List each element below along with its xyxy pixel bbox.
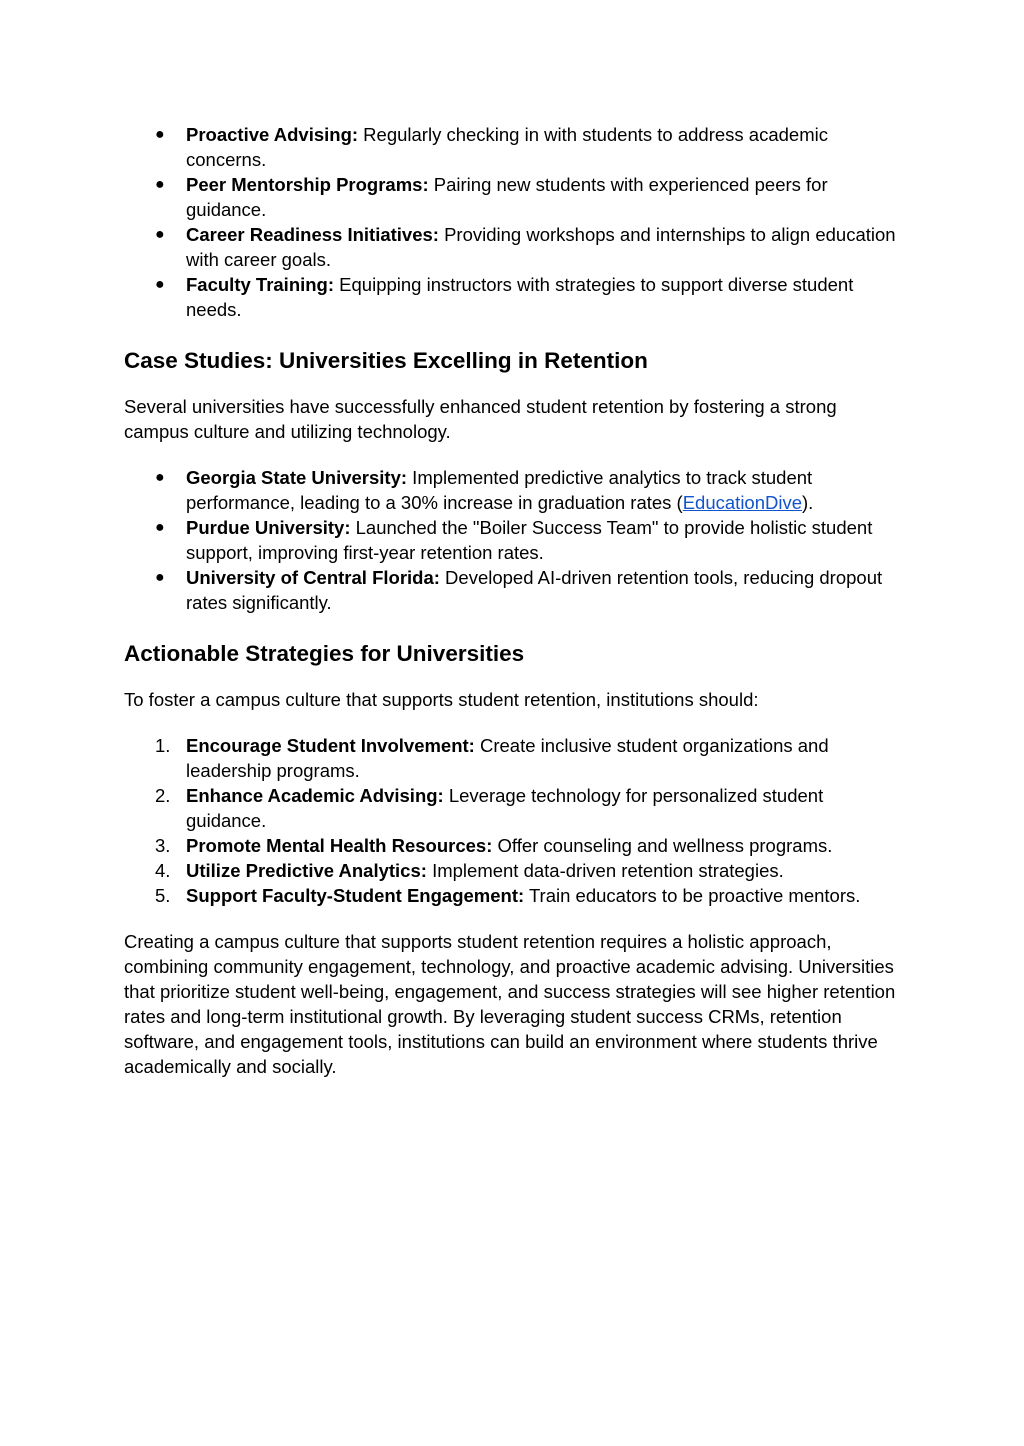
bullet-icon: ● xyxy=(155,126,165,143)
bullet-icon: ● xyxy=(155,519,165,536)
bullet-icon: ● xyxy=(155,176,165,193)
list-item-term: Support Faculty-Student Engagement: xyxy=(186,885,525,906)
case-studies-intro: Several universities have successfully enhanced student retention by fostering a strong campus culture and utilizing technology. xyxy=(124,396,837,442)
educationdive-link[interactable]: EducationDive xyxy=(682,492,803,513)
list-item-text: Implemented predictive analytics to track student performance, leading to a 30% increase in graduation rates ( xyxy=(186,467,813,513)
list-item-term: Peer Mentorship Programs: xyxy=(186,174,429,195)
list-item xyxy=(124,858,904,883)
list-item-term: Career Readiness Initiatives: xyxy=(186,224,439,245)
bullet-icon: ● xyxy=(155,276,165,293)
list-item-text: Pairing new students with experienced peers for guidance. xyxy=(186,174,828,220)
list-item-term: Faculty Training: xyxy=(186,274,335,295)
list-item-term: Georgia State University: xyxy=(186,467,408,488)
list-item-text: Launched the "Boiler Success Team" to provide holistic student support, improving first-year retention rates. xyxy=(186,517,873,563)
list-item-term: Proactive Advising: xyxy=(186,124,359,145)
list-item-term: University of Central Florida: xyxy=(186,567,440,588)
list-item xyxy=(124,172,904,222)
list-item-term: Enhance Academic Advising: xyxy=(186,785,444,806)
list-item-term: Utilize Predictive Analytics: xyxy=(186,860,427,881)
strategies-list xyxy=(124,733,904,908)
list-item xyxy=(124,465,904,515)
list-item xyxy=(124,833,904,858)
support-services-list xyxy=(124,122,904,322)
list-number: 1. xyxy=(155,735,171,756)
list-number: 3. xyxy=(155,835,171,856)
strategies-intro: To foster a campus culture that supports student retention, institutions should: xyxy=(124,689,759,710)
list-item-text: Developed AI-driven retention tools, reducing dropout rates significantly. xyxy=(186,567,883,613)
bullet-icon: ● xyxy=(155,569,165,586)
list-item-text-end: ). xyxy=(802,492,814,513)
list-number: 4. xyxy=(155,860,171,881)
list-item-text: Offer counseling and wellness programs. xyxy=(492,835,833,856)
list-item-term: Promote Mental Health Resources: xyxy=(186,835,493,856)
bullet-icon: ● xyxy=(155,469,165,486)
list-item-text: Regularly checking in with students to address academic concerns. xyxy=(186,124,828,170)
list-item xyxy=(124,783,904,833)
list-item-text: Providing workshops and internships to align education with career goals. xyxy=(186,224,896,270)
list-item xyxy=(124,515,904,565)
list-item xyxy=(124,222,904,272)
list-item xyxy=(124,883,904,908)
list-item xyxy=(124,565,904,615)
list-item xyxy=(124,272,904,322)
list-item xyxy=(124,733,904,783)
list-item-term: Purdue University: xyxy=(186,517,351,538)
list-number: 5. xyxy=(155,885,171,906)
document-page xyxy=(124,121,904,1079)
list-number: 2. xyxy=(155,785,171,806)
list-item xyxy=(124,122,904,172)
conclusion-paragraph: Creating a campus culture that supports student retention requires a holistic approach, combining community engagement, technology, and proactive academic advising. Universities that prioritize student well-being, engagement, and success strategies will see higher retention rates and long-term institutional growth. By leveraging student success CRMs, retention software, and engagement tools, institutions can build an environment where students thrive academically and socially. xyxy=(124,931,896,1077)
strategies-heading: Actionable Strategies for Universities xyxy=(124,641,525,666)
bullet-icon: ● xyxy=(155,226,165,243)
list-item-text: Train educators to be proactive mentors. xyxy=(524,885,861,906)
list-item-text: Implement data-driven retention strategies. xyxy=(426,860,784,881)
list-item-text: Equipping instructors with strategies to support diverse student needs. xyxy=(186,274,854,320)
list-item-text: Leverage technology for personalized student guidance. xyxy=(186,785,824,831)
case-studies-list xyxy=(124,465,904,615)
list-item-term: Encourage Student Involvement: xyxy=(186,735,475,756)
case-studies-heading: Case Studies: Universities Excelling in Retention xyxy=(124,348,648,373)
list-item-text: Create inclusive student organizations and leadership programs. xyxy=(186,735,829,781)
